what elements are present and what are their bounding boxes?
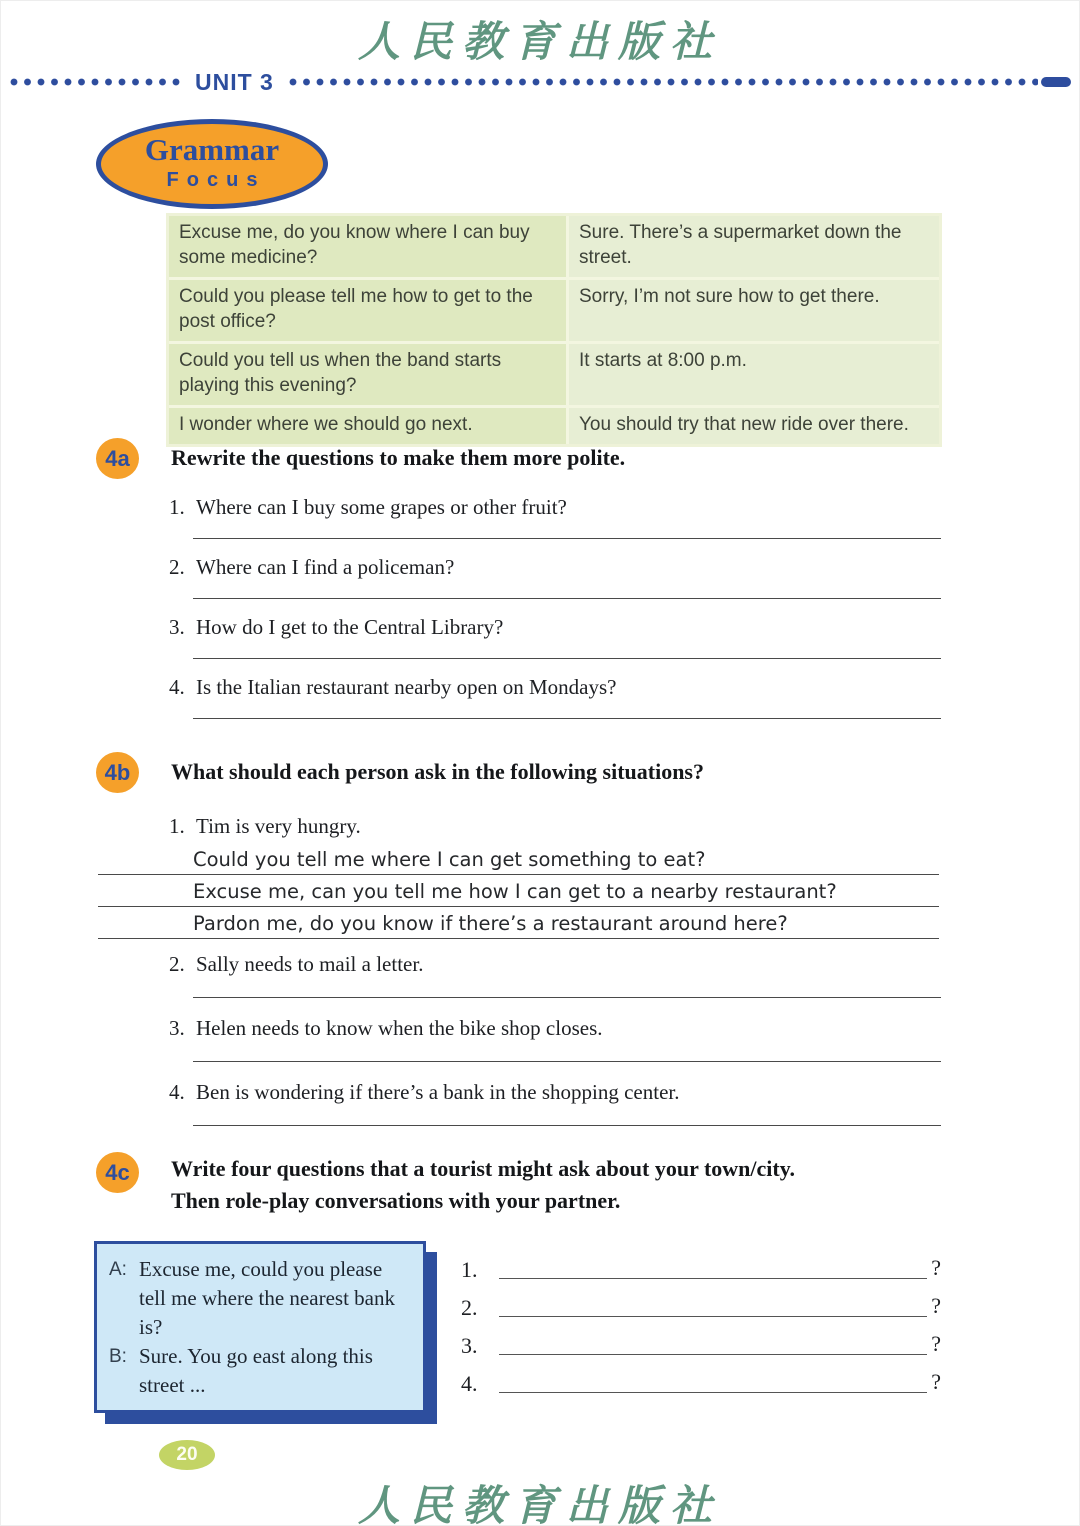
answer-blank-line xyxy=(499,1392,927,1393)
question-mark: ? xyxy=(931,1293,941,1318)
question-blanks xyxy=(461,1247,941,1399)
table-question-cell: I wonder where we should go next. xyxy=(169,408,566,444)
item-text: How do I get to the Central Library? xyxy=(196,615,504,639)
answer-blank-line xyxy=(193,598,941,599)
item-text: Tim is very hungry. xyxy=(196,814,361,838)
table-question-cell: Could you please tell me how to get to the post office? xyxy=(169,280,566,341)
answer-blank-line xyxy=(193,1061,941,1062)
answer-blank-line xyxy=(499,1278,927,1279)
answer-blank-line xyxy=(193,658,941,659)
dialog-text: Sure. You go east along this street ... xyxy=(139,1344,373,1397)
exercise-item xyxy=(169,552,941,612)
section-4a-title: Rewrite the questions to make them more polite. xyxy=(171,445,626,470)
section-4c-title-line2: Then role-play conversations with your partner. xyxy=(171,1188,621,1213)
item-number: 2. xyxy=(169,952,185,976)
blank-number: 1. xyxy=(461,1257,478,1282)
answer-blank-line xyxy=(193,718,941,719)
dotted-rule-left xyxy=(9,77,181,87)
question-mark: ? xyxy=(931,1255,941,1280)
answer-blank-line xyxy=(193,1125,941,1126)
unit-label: UNIT 3 xyxy=(195,68,274,95)
speaker-label: B: xyxy=(109,1346,127,1367)
dialog-text: Excuse me, could you please tell me where the nearest bank is? xyxy=(139,1257,395,1339)
exercise-item xyxy=(169,949,941,1013)
page-number-badge: 20 xyxy=(159,1440,215,1470)
answer-blank-line xyxy=(193,997,941,998)
answer-blank-line xyxy=(499,1354,927,1355)
item-text: Where can I find a policeman? xyxy=(196,555,455,579)
question-blank-row xyxy=(461,1323,941,1361)
item-text: Where can I buy some grapes or other fruit? xyxy=(196,495,567,519)
exercise-item xyxy=(169,672,941,732)
section-4c-title xyxy=(171,1153,951,1217)
exercise-item xyxy=(169,811,941,841)
handwritten-answer: Excuse me, can you tell me how I can get to a nearby restaurant? xyxy=(98,879,939,907)
table-question-cell: Could you tell us when the band starts playing this evening? xyxy=(169,344,566,405)
unit-rule xyxy=(9,69,1071,95)
grammar-focus-table xyxy=(166,213,942,447)
answer-blank-line xyxy=(193,538,941,539)
exercise-item xyxy=(169,1013,941,1077)
item-number: 4. xyxy=(169,1080,185,1104)
item-number: 3. xyxy=(169,615,185,639)
blank-number: 3. xyxy=(461,1333,478,1358)
question-mark: ? xyxy=(931,1331,941,1356)
question-mark: ? xyxy=(931,1369,941,1394)
item-number: 2. xyxy=(169,555,185,579)
item-number: 4. xyxy=(169,675,185,699)
table-answer-cell: Sorry, I’m not sure how to get there. xyxy=(569,280,939,341)
item-text: Sally needs to mail a letter. xyxy=(196,952,424,976)
section-4b-title: What should each person ask in the following situations? xyxy=(171,759,704,784)
question-blank-row xyxy=(461,1285,941,1323)
item-text: Ben is wondering if there’s a bank in the shopping center. xyxy=(196,1080,680,1104)
grammar-focus-subtitle: Focus xyxy=(166,169,266,191)
table-answer-cell: It starts at 8:00 p.m. xyxy=(569,344,939,405)
publisher-calligraphy-footer: 人民教育出版社 xyxy=(357,1484,722,1526)
grammar-focus-title: Grammar xyxy=(144,132,280,167)
grammar-focus-badge xyxy=(96,119,328,209)
item-text: Is the Italian restaurant nearby open on Mondays? xyxy=(196,675,617,699)
exercise-item xyxy=(169,612,941,672)
section-4a-badge: 4a xyxy=(96,438,139,479)
item-number: 3. xyxy=(169,1016,185,1040)
table-answer-cell: Sure. There’s a supermarket down the street. xyxy=(569,216,939,277)
section-4c-badge: 4c xyxy=(96,1152,139,1193)
item-number: 1. xyxy=(169,814,185,838)
handwritten-answer: Pardon me, do you know if there’s a restaurant around here? xyxy=(98,911,939,939)
publisher-calligraphy-header: 人民教育出版社 xyxy=(357,20,722,66)
speaker-label: A: xyxy=(109,1259,127,1280)
table-answer-cell: You should try that new ride over there. xyxy=(569,408,939,444)
question-blank-row xyxy=(461,1361,941,1399)
section-4a-items xyxy=(169,492,941,732)
dialog-example-box xyxy=(94,1241,426,1413)
section-4b-items xyxy=(169,949,941,1141)
exercise-item xyxy=(169,492,941,552)
section-4c-title-line1: Write four questions that a tourist might ask about your town/city. xyxy=(171,1156,795,1181)
blank-number: 2. xyxy=(461,1295,478,1320)
section-4b-badge: 4b xyxy=(96,752,139,793)
question-blank-row xyxy=(461,1247,941,1285)
handwritten-answer: Could you tell me where I can get something to eat? xyxy=(98,847,939,875)
exercise-item xyxy=(169,1077,941,1141)
dotted-rule-end-cap xyxy=(1041,77,1071,87)
dialog-line xyxy=(109,1255,413,1342)
table-question-cell: Excuse me, do you know where I can buy some medicine? xyxy=(169,216,566,277)
dotted-rule-right xyxy=(288,77,1038,87)
blank-number: 4. xyxy=(461,1371,478,1396)
dialog-line xyxy=(109,1342,413,1400)
answer-blank-line xyxy=(499,1316,927,1317)
item-text: Helen needs to know when the bike shop closes. xyxy=(196,1016,603,1040)
item-number: 1. xyxy=(169,495,185,519)
